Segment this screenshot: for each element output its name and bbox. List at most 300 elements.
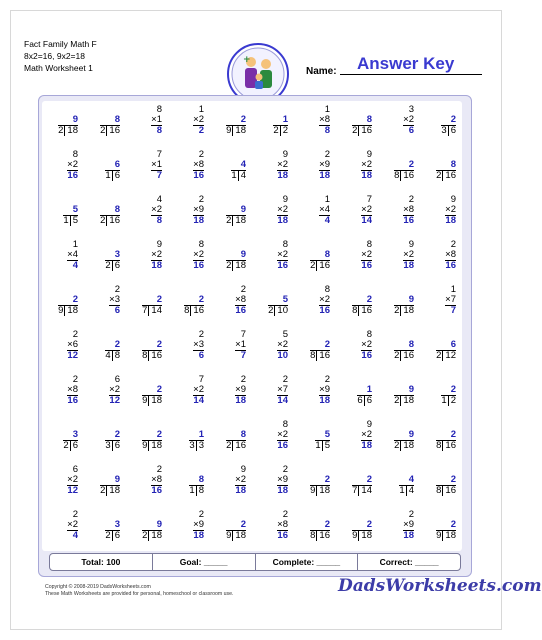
multiplication-problem — [151, 150, 162, 181]
divisor: 2 — [100, 125, 106, 136]
multiplicand: 2 — [240, 284, 246, 295]
problem-cell — [42, 281, 84, 326]
problem-cell — [126, 326, 168, 371]
multiplier: 2 — [198, 384, 204, 395]
problem-cell — [378, 146, 420, 191]
division-problem — [105, 160, 120, 181]
total-count: Total: 100 — [50, 554, 153, 570]
dividend: 18 — [316, 486, 330, 496]
multiplicand: 7 — [240, 329, 246, 340]
problem-cell — [210, 461, 252, 506]
multiplier-row: ×9 — [319, 384, 330, 395]
multiplication-problem — [67, 465, 78, 496]
dividend: 18 — [232, 261, 246, 271]
multiplier: 2 — [240, 474, 246, 485]
quotient-answer: 9 — [408, 429, 414, 440]
divisor: 2 — [436, 170, 442, 181]
product-answer: 7 — [240, 350, 246, 361]
product-answer: 16 — [277, 530, 288, 541]
quotient-answer: 5 — [324, 429, 330, 440]
division-problem — [142, 385, 162, 406]
multiplicand: 8 — [72, 149, 78, 160]
problem-cell — [168, 506, 210, 551]
product-answer: 14 — [277, 395, 288, 406]
division-bracket — [268, 305, 288, 316]
multiplier: 2 — [72, 519, 78, 530]
problem-cell — [126, 146, 168, 191]
divisor: 9 — [58, 305, 64, 316]
problem-cell — [42, 416, 84, 461]
divisor: 9 — [310, 485, 316, 496]
problem-cell — [84, 101, 126, 146]
multiplicand: 2 — [198, 509, 204, 520]
multiplication-problem — [445, 285, 456, 316]
dividend: 10 — [274, 306, 288, 316]
quotient-answer: 2 — [72, 294, 78, 305]
dividend: 16 — [358, 306, 372, 316]
multiplier-row: ×8 — [67, 384, 78, 395]
multiplicand: 1 — [198, 104, 204, 115]
division-bracket — [310, 350, 330, 361]
division-bracket — [436, 350, 456, 361]
multiplier-row: ×2 — [361, 159, 372, 170]
dividend: 18 — [232, 216, 246, 226]
division-bracket — [142, 350, 162, 361]
product-answer: 12 — [67, 350, 78, 361]
problem-cell — [42, 236, 84, 281]
division-problem — [226, 115, 246, 136]
dividend: 16 — [106, 216, 120, 226]
problem-cell — [126, 281, 168, 326]
problem-cell — [336, 326, 378, 371]
problem-cell — [252, 416, 294, 461]
multiplier-row: ×3 — [109, 294, 120, 305]
multiplier: 4 — [72, 249, 78, 260]
problem-cell — [420, 416, 462, 461]
multiplicand: 2 — [156, 464, 162, 475]
goal-field: Goal: _____ — [153, 554, 256, 570]
multiplication-problem — [277, 240, 288, 271]
multiplier: 9 — [324, 384, 330, 395]
quotient-answer: 5 — [282, 294, 288, 305]
multiplicand: 1 — [324, 104, 330, 115]
product-answer: 16 — [277, 260, 288, 271]
multiplicand: 1 — [72, 239, 78, 250]
multiplier-row: ×2 — [67, 159, 78, 170]
divisor: 2 — [394, 350, 400, 361]
problem-cell — [336, 101, 378, 146]
multiplier-row: ×2 — [403, 249, 414, 260]
dividend: 18 — [232, 126, 246, 136]
multiplicand: 2 — [282, 509, 288, 520]
problem-cell — [378, 506, 420, 551]
problem-cell — [378, 326, 420, 371]
multiplication-problem — [277, 375, 288, 406]
multiplier: 9 — [282, 474, 288, 485]
multiplication-problem — [67, 240, 78, 271]
problem-cell — [168, 101, 210, 146]
multiplication-problem — [109, 375, 120, 406]
division-problem — [100, 475, 120, 496]
problem-cell — [252, 461, 294, 506]
problem-cell — [84, 371, 126, 416]
quotient-answer: 8 — [366, 114, 372, 125]
problem-cell — [252, 326, 294, 371]
quotient-answer: 8 — [198, 474, 204, 485]
division-problem — [226, 250, 246, 271]
multiplier-row: ×2 — [193, 249, 204, 260]
division-problem — [436, 160, 456, 181]
multiplier: 2 — [114, 384, 120, 395]
product-answer: 7 — [156, 170, 162, 181]
divisor: 1 — [189, 485, 195, 496]
divisor: 8 — [436, 440, 442, 451]
multiplier: 3 — [198, 339, 204, 350]
dividend: 18 — [358, 531, 372, 541]
multiplier-row: ×1 — [151, 114, 162, 125]
multiplicand: 9 — [450, 194, 456, 205]
divisor: 9 — [352, 530, 358, 541]
multiplier: 8 — [450, 249, 456, 260]
divisor: 8 — [394, 170, 400, 181]
divisor: 6 — [357, 395, 363, 406]
dividend: 16 — [442, 171, 456, 181]
quotient-answer: 8 — [114, 114, 120, 125]
division-problem — [310, 520, 330, 541]
dividend: 18 — [400, 441, 414, 451]
multiplier-row: ×7 — [277, 384, 288, 395]
multiplication-problem — [403, 510, 414, 541]
multiplication-problem — [193, 510, 204, 541]
dividend: 2 — [448, 396, 456, 406]
division-bracket — [189, 440, 204, 451]
quotient-answer: 5 — [72, 204, 78, 215]
divisor: 7 — [142, 305, 148, 316]
division-problem — [352, 295, 372, 316]
division-problem — [394, 385, 414, 406]
dividend: 3 — [196, 441, 204, 451]
division-bracket — [441, 395, 456, 406]
multiplier-row: ×8 — [319, 114, 330, 125]
dividend: 8 — [112, 351, 120, 361]
multiplier: 2 — [366, 339, 372, 350]
product-answer: 16 — [361, 260, 372, 271]
multiplier-row: ×8 — [151, 474, 162, 485]
problem-cell — [210, 416, 252, 461]
division-problem — [58, 295, 78, 316]
problem-cell — [42, 506, 84, 551]
divisor: 2 — [105, 530, 111, 541]
problem-cell — [210, 506, 252, 551]
problem-cell — [168, 281, 210, 326]
multiplier-row: ×2 — [109, 384, 120, 395]
multiplier-row: ×2 — [235, 474, 246, 485]
complete-field: Complete: _____ — [256, 554, 359, 570]
multiplication-problem — [403, 240, 414, 271]
problem-cell — [294, 236, 336, 281]
problem-cell — [168, 326, 210, 371]
problem-cell — [252, 371, 294, 416]
problem-cell — [126, 371, 168, 416]
multiplicand: 2 — [72, 329, 78, 340]
division-bracket — [100, 215, 120, 226]
divisor: 3 — [105, 440, 111, 451]
divisor: 2 — [394, 440, 400, 451]
division-bracket — [310, 530, 330, 541]
quotient-answer: 2 — [450, 429, 456, 440]
divisor: 3 — [441, 125, 447, 136]
multiplier: 9 — [240, 384, 246, 395]
dividend: 18 — [232, 531, 246, 541]
dividend: 6 — [112, 441, 120, 451]
divisor: 2 — [63, 440, 69, 451]
score-bar — [49, 553, 461, 571]
quotient-answer: 2 — [240, 519, 246, 530]
multiplication-problem — [67, 510, 78, 541]
product-answer: 16 — [193, 260, 204, 271]
problem-cell — [378, 416, 420, 461]
quotient-answer: 2 — [324, 474, 330, 485]
division-bracket — [273, 125, 288, 136]
quotient-answer: 2 — [450, 519, 456, 530]
product-answer: 4 — [72, 260, 78, 271]
problem-cell — [294, 416, 336, 461]
problem-cell — [378, 101, 420, 146]
quotient-answer: 2 — [156, 429, 162, 440]
multiplier: 3 — [114, 294, 120, 305]
quotient-answer: 2 — [114, 339, 120, 350]
multiplier: 9 — [408, 519, 414, 530]
division-problem — [436, 475, 456, 496]
division-bracket — [226, 215, 246, 226]
problem-cell — [84, 461, 126, 506]
multiplier: 9 — [324, 159, 330, 170]
multiplication-problem — [193, 105, 204, 136]
division-problem — [142, 295, 162, 316]
multiplier: 1 — [156, 114, 162, 125]
multiplier-row: ×2 — [277, 159, 288, 170]
problem-cell — [210, 191, 252, 236]
multiplier-row: ×3 — [193, 339, 204, 350]
problem-cell — [294, 461, 336, 506]
quotient-answer: 6 — [114, 159, 120, 170]
product-answer: 6 — [408, 125, 414, 136]
quotient-answer: 2 — [156, 294, 162, 305]
divisor: 2 — [394, 395, 400, 406]
multiplier: 7 — [282, 384, 288, 395]
divisor: 1 — [231, 170, 237, 181]
division-problem — [142, 340, 162, 361]
quotient-answer: 6 — [450, 339, 456, 350]
multiplication-problem — [67, 330, 78, 361]
multiplication-problem — [277, 465, 288, 496]
multiplier-row: ×2 — [361, 429, 372, 440]
multiplication-problem — [193, 240, 204, 271]
product-answer: 18 — [235, 395, 246, 406]
problem-cell — [84, 146, 126, 191]
quotient-answer: 2 — [198, 294, 204, 305]
divisor: 7 — [352, 485, 358, 496]
quotient-answer: 1 — [198, 429, 204, 440]
problem-cell — [210, 326, 252, 371]
divisor: 2 — [394, 305, 400, 316]
dividend: 16 — [232, 441, 246, 451]
problem-cell — [42, 191, 84, 236]
dividend: 18 — [442, 531, 456, 541]
division-bracket — [105, 440, 120, 451]
divisor: 2 — [352, 125, 358, 136]
quotient-answer: 2 — [366, 519, 372, 530]
problem-cell — [378, 371, 420, 416]
division-problem — [189, 475, 204, 496]
multiplier-row: ×2 — [361, 204, 372, 215]
division-bracket — [226, 125, 246, 136]
division-bracket — [315, 440, 330, 451]
multiplier-row: ×2 — [361, 249, 372, 260]
problem-cell — [168, 146, 210, 191]
quotient-answer: 8 — [408, 339, 414, 350]
product-answer: 18 — [193, 530, 204, 541]
problem-cell — [42, 101, 84, 146]
divisor: 8 — [436, 485, 442, 496]
copyright-line: Copyright © 2008-2019 DadsWorksheets.com — [45, 584, 151, 590]
dividend: 18 — [64, 306, 78, 316]
product-answer: 6 — [114, 305, 120, 316]
dividend: 14 — [358, 486, 372, 496]
quotient-answer: 9 — [408, 384, 414, 395]
worksheet-header — [24, 38, 97, 74]
problem-cell — [378, 281, 420, 326]
divisor: 8 — [142, 350, 148, 361]
product-answer: 16 — [193, 170, 204, 181]
quotient-answer: 4 — [408, 474, 414, 485]
problem-cell — [126, 416, 168, 461]
problem-cell — [126, 506, 168, 551]
division-problem — [310, 475, 330, 496]
dividend: 16 — [106, 126, 120, 136]
divisor: 2 — [105, 260, 111, 271]
multiplicand: 8 — [282, 419, 288, 430]
problem-cell — [336, 416, 378, 461]
problem-cell — [420, 371, 462, 416]
problem-cell — [42, 461, 84, 506]
problem-cell — [336, 506, 378, 551]
division-bracket — [357, 395, 372, 406]
problem-cell — [336, 146, 378, 191]
multiplier-row: ×2 — [151, 249, 162, 260]
divisor: 1 — [441, 395, 447, 406]
problem-cell — [126, 101, 168, 146]
division-bracket — [352, 530, 372, 541]
division-bracket — [436, 485, 456, 496]
multiplier-row: ×2 — [67, 519, 78, 530]
problem-cell — [42, 371, 84, 416]
multiplication-problem — [319, 105, 330, 136]
division-problem — [394, 160, 414, 181]
multiplier-row: ×4 — [67, 249, 78, 260]
dividend: 16 — [442, 441, 456, 451]
problem-cell — [210, 371, 252, 416]
product-answer: 8 — [324, 125, 330, 136]
problem-cell — [378, 191, 420, 236]
quotient-answer: 2 — [324, 339, 330, 350]
multiplier: 7 — [450, 294, 456, 305]
division-problem — [268, 295, 288, 316]
multiplier: 2 — [282, 249, 288, 260]
quotient-answer: 8 — [240, 429, 246, 440]
division-bracket — [352, 485, 372, 496]
multiplier-row: ×8 — [403, 204, 414, 215]
division-problem — [394, 430, 414, 451]
product-answer: 10 — [277, 350, 288, 361]
quotient-answer: 9 — [156, 519, 162, 530]
multiplier: 4 — [324, 204, 330, 215]
multiplicand: 2 — [324, 374, 330, 385]
multiplier: 8 — [72, 384, 78, 395]
dividend: 16 — [400, 171, 414, 181]
division-problem — [441, 385, 456, 406]
problem-cell — [420, 326, 462, 371]
multiplicand: 6 — [114, 374, 120, 385]
multiplication-problem — [277, 330, 288, 361]
dividend: 6 — [70, 441, 78, 451]
division-problem — [184, 295, 204, 316]
multiplier: 6 — [72, 339, 78, 350]
multiplication-problem — [193, 330, 204, 361]
dividend: 5 — [322, 441, 330, 451]
multiplicand: 2 — [114, 284, 120, 295]
problem-cell — [210, 101, 252, 146]
multiplier-row: ×8 — [445, 249, 456, 260]
multiplier-row: ×9 — [193, 519, 204, 530]
problem-cell — [336, 236, 378, 281]
multiplier: 2 — [198, 114, 204, 125]
product-answer: 18 — [445, 215, 456, 226]
divisor: 2 — [142, 530, 148, 541]
problem-cell — [210, 236, 252, 281]
dividend: 14 — [148, 306, 162, 316]
division-bracket — [394, 395, 414, 406]
multiplier-row: ×9 — [277, 474, 288, 485]
problem-cell — [168, 371, 210, 416]
product-answer: 18 — [151, 260, 162, 271]
multiplication-problem — [361, 420, 372, 451]
problem-cell — [336, 371, 378, 416]
division-problem — [310, 340, 330, 361]
problem-cell — [126, 236, 168, 281]
division-bracket — [226, 440, 246, 451]
problem-cell — [126, 191, 168, 236]
divisor: 9 — [142, 440, 148, 451]
multiplicand: 9 — [240, 464, 246, 475]
multiplier-row: ×1 — [151, 159, 162, 170]
division-bracket — [352, 125, 372, 136]
quotient-answer: 2 — [450, 474, 456, 485]
multiplier: 2 — [366, 249, 372, 260]
problem-cell — [294, 326, 336, 371]
problem-cell — [420, 101, 462, 146]
multiplier: 8 — [282, 519, 288, 530]
problem-cell — [378, 236, 420, 281]
division-problem — [142, 430, 162, 451]
division-bracket — [394, 170, 414, 181]
division-problem — [394, 340, 414, 361]
division-problem — [273, 115, 288, 136]
dividend: 18 — [400, 396, 414, 406]
division-bracket — [105, 260, 120, 271]
product-answer: 16 — [235, 305, 246, 316]
brand-logo: DadsWorksheets.com — [338, 576, 542, 596]
